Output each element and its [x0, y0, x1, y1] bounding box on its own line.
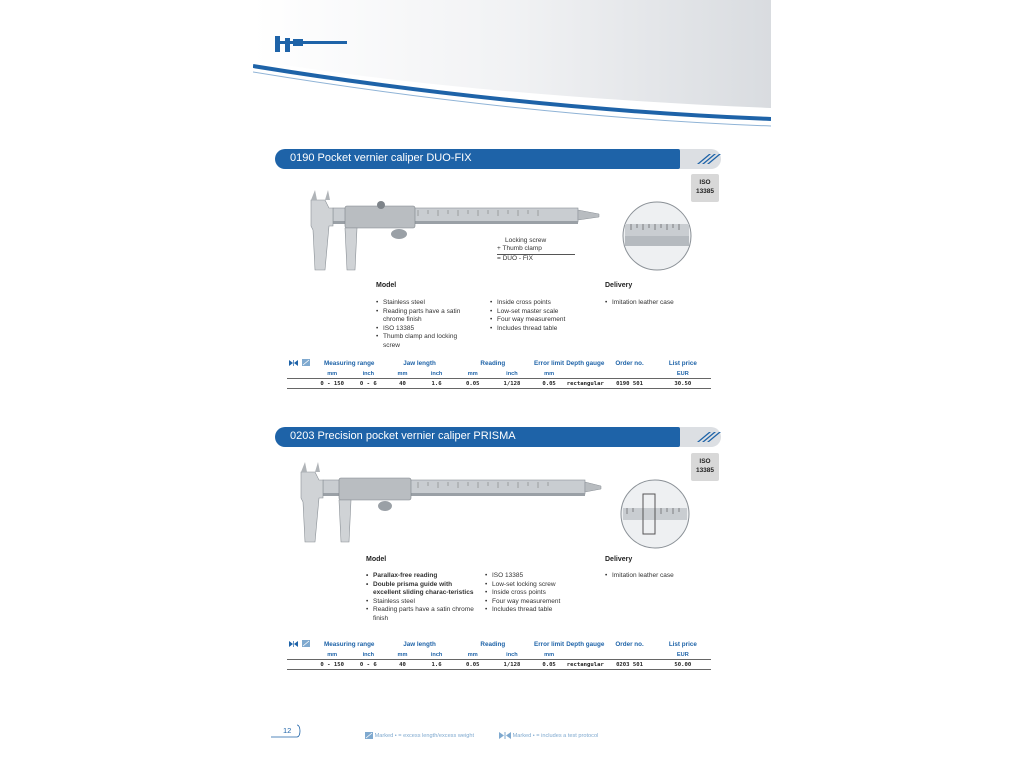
cell-reading-mm: 0.05	[454, 379, 492, 389]
col-jaw-length: Jaw length	[403, 641, 436, 648]
section-title: 0203 Precision pocket vernier caliper PRISMA	[290, 430, 516, 442]
feature-list-left	[366, 572, 474, 624]
unit-mm: mm	[454, 650, 492, 660]
col-list-price: List price	[668, 641, 697, 648]
caliper-prisma-image	[293, 462, 603, 547]
unit-inch: inch	[420, 650, 454, 660]
col-list-price: List price	[668, 360, 697, 367]
blank	[299, 379, 313, 389]
iso-label: ISO	[699, 458, 711, 465]
page-number: 12	[283, 726, 292, 735]
cell-range-mm: 0 - 150	[313, 379, 351, 389]
cell-error-mm: 0.05	[532, 379, 566, 389]
ruler-weight-icon	[302, 640, 310, 647]
feature-item: • Low-set master scale	[490, 308, 590, 317]
cell-price: 50.00	[655, 660, 711, 670]
col-depth-gauge: Depth gauge	[566, 360, 605, 367]
test-protocol-icon	[289, 641, 298, 647]
section-title: 0190 Pocket vernier caliper DUO-FIX	[290, 152, 472, 164]
footnote-excess-length	[365, 732, 474, 739]
feature-item: • Four way measurement	[490, 316, 590, 325]
col-error-limit: Error limit	[534, 641, 565, 648]
feature-item: • Reading parts have a satin chrome finish	[376, 308, 474, 325]
note-line-1: Locking screw	[505, 237, 547, 244]
unit-inch: inch	[492, 369, 532, 379]
blank	[299, 650, 313, 660]
ruler-weight-icon	[365, 732, 373, 739]
col-order-no: Order no.	[615, 360, 644, 367]
col-error-limit: Error limit	[534, 360, 565, 367]
caliper-icon	[271, 33, 351, 57]
feature-item: • Reading parts have a satin chrome finish	[366, 606, 474, 623]
cell-error-mm: 0.05	[532, 660, 566, 670]
scale-zoom-detail	[621, 200, 693, 272]
brand-stripes-icon	[695, 431, 721, 443]
test-protocol-col	[287, 639, 299, 650]
blank	[287, 379, 299, 389]
feature-item: • Double prisma guide with excellent sliding charac-teristics	[366, 581, 474, 598]
footnote-text: Marked • = excess length/excess weight	[374, 732, 474, 739]
feature-item: • Inside cross points	[490, 299, 590, 308]
feature-item: • Stainless steel	[376, 299, 474, 308]
duofix-note	[497, 237, 575, 263]
cell-depth: rectangular	[566, 661, 604, 668]
cell-reading-mm: 0.05	[454, 660, 492, 670]
col-measuring-range: Measuring range	[324, 360, 375, 367]
footnote-test-protocol	[499, 732, 598, 739]
feature-item: • Inside cross points	[485, 589, 585, 598]
unit-eur: EUR	[655, 650, 711, 660]
cell-range-inch: 0 - 6	[351, 660, 385, 670]
col-reading: Reading	[480, 360, 506, 367]
section-header-0190	[275, 149, 721, 169]
iso-number: 13385	[695, 188, 715, 195]
delivery-list	[605, 299, 725, 308]
unit-eur: EUR	[655, 369, 711, 379]
feature-list-right	[485, 572, 585, 615]
feature-item: • Four way measurement	[485, 598, 585, 607]
unit-mm: mm	[454, 369, 492, 379]
blank	[566, 369, 604, 379]
prisma-zoom-detail	[619, 478, 691, 550]
blank	[604, 650, 654, 660]
iso-badge	[691, 174, 719, 202]
cell-reading-inch: 1/128	[492, 660, 532, 670]
note-line-2: + Thumb clamp	[497, 245, 542, 252]
feature-item: • Includes thread table	[490, 325, 590, 334]
unit-inch: inch	[420, 369, 454, 379]
feature-item: • Stainless steel	[366, 598, 474, 607]
ruler-weight-icon	[302, 359, 310, 366]
cell-depth: rectangular	[566, 380, 604, 387]
blank	[566, 650, 604, 660]
feature-item: • Imitation leather case	[605, 572, 725, 581]
feature-item: • Low-set locking screw	[485, 581, 585, 590]
cell-jaw-inch: 1.6	[420, 379, 454, 389]
feature-item: • ISO 13385	[376, 325, 474, 334]
cell-price: 30.50	[655, 379, 711, 389]
col-measuring-range: Measuring range	[324, 641, 375, 648]
feature-item: • Thumb clamp and locking screw	[376, 333, 474, 350]
feature-item: • Parallax-free reading	[366, 572, 474, 581]
blank	[287, 650, 299, 660]
feature-item: • Includes thread table	[485, 606, 585, 615]
blank	[299, 369, 313, 379]
blank	[604, 369, 654, 379]
unit-mm: mm	[532, 650, 566, 660]
cell-order-no: 0203 501	[604, 660, 654, 670]
note-line-3: = DUO - FIX	[497, 255, 533, 262]
cell-jaw-mm: 40	[385, 379, 419, 389]
feature-item: • Imitation leather case	[605, 299, 725, 308]
cell-reading-inch: 1/128	[492, 379, 532, 389]
cell-jaw-inch: 1.6	[420, 660, 454, 670]
blank	[299, 660, 313, 670]
iso-number: 13385	[695, 467, 715, 474]
unit-inch: inch	[351, 369, 385, 379]
section-header-0203	[275, 427, 721, 447]
header-swoosh	[253, 0, 771, 128]
unit-inch: inch	[351, 650, 385, 660]
footnote-text: Marked • = includes a test protocol	[512, 732, 599, 739]
model-title: Model	[366, 556, 387, 563]
unit-mm: mm	[385, 369, 419, 379]
cell-range-mm: 0 - 150	[313, 660, 351, 670]
col-reading: Reading	[480, 641, 506, 648]
test-protocol-icon	[499, 732, 511, 739]
iso-label: ISO	[699, 179, 711, 186]
blank	[287, 660, 299, 670]
delivery-title: Delivery	[605, 556, 633, 563]
delivery-title: Delivery	[605, 282, 633, 289]
col-depth-gauge: Depth gauge	[566, 641, 605, 648]
spec-table-0203	[287, 639, 711, 670]
col-jaw-length: Jaw length	[403, 360, 436, 367]
excess-col	[299, 358, 313, 369]
excess-col	[299, 639, 313, 650]
feature-item: • ISO 13385	[485, 572, 585, 581]
page-header	[253, 0, 771, 128]
unit-mm: mm	[385, 650, 419, 660]
feature-list-right	[490, 299, 590, 333]
iso-badge	[691, 453, 719, 481]
spec-table-0190	[287, 358, 711, 389]
unit-mm: mm	[313, 369, 351, 379]
brand-stripes-icon	[695, 153, 721, 165]
cell-range-inch: 0 - 6	[351, 379, 385, 389]
cell-order-no: 0190 501	[604, 379, 654, 389]
test-protocol-col	[287, 358, 299, 369]
test-protocol-icon	[289, 360, 298, 366]
unit-mm: mm	[313, 650, 351, 660]
model-title: Model	[376, 282, 397, 289]
feature-list-left	[376, 299, 474, 351]
cell-jaw-mm: 40	[385, 660, 419, 670]
blank	[287, 369, 299, 379]
catalog-page	[253, 0, 771, 768]
delivery-list	[605, 572, 725, 581]
col-order-no: Order no.	[615, 641, 644, 648]
unit-inch: inch	[492, 650, 532, 660]
unit-mm: mm	[532, 369, 566, 379]
